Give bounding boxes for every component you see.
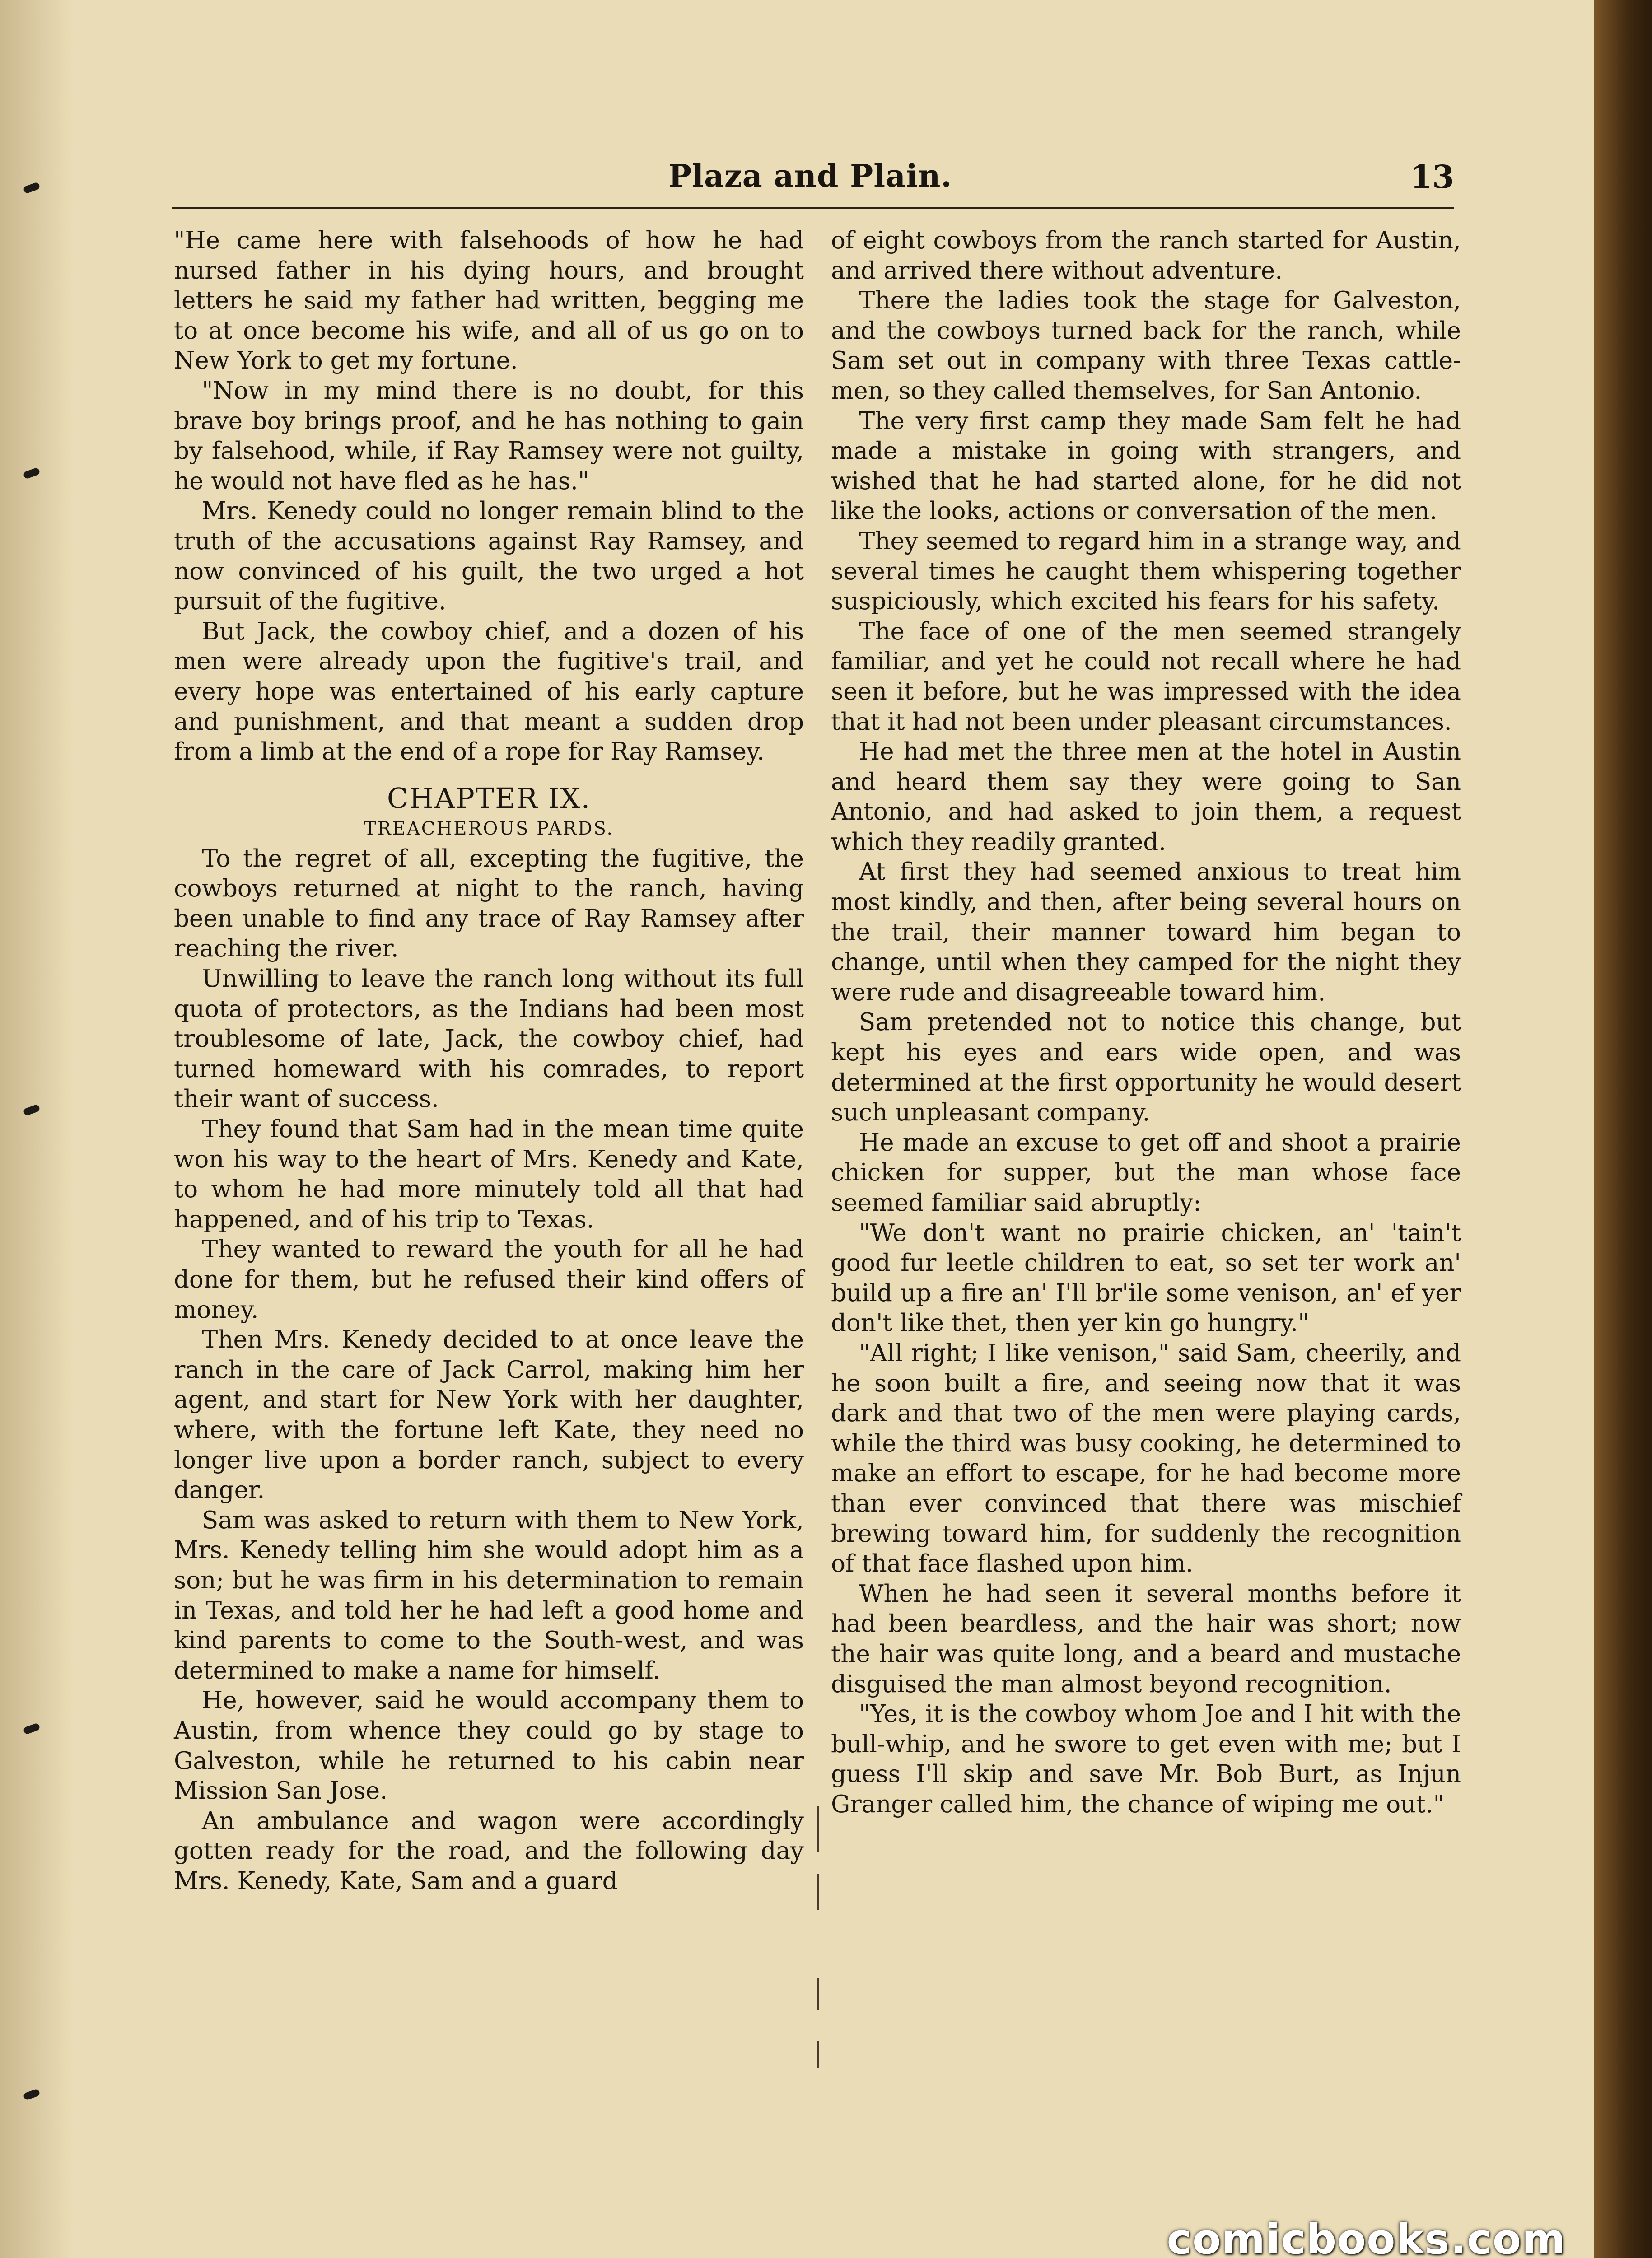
binding-stitch	[23, 467, 40, 479]
column-divider	[817, 1874, 819, 1910]
paragraph: He made an excuse to get off and shoot a prairie chicken for supper, but the man whose face seemed familiar said abruptly:	[831, 1129, 1461, 1217]
paragraph: At first they had seemed anxious to treat him most kindly, and then, after being several hours on the trail, their manner toward him began to change, until when they camped for the night they were rude and disagreeable toward him.	[831, 858, 1461, 1006]
binding-stitch	[23, 182, 40, 194]
binding-stitch	[23, 1722, 40, 1735]
paragraph: But Jack, the cowboy chief, and a dozen of his men were already upon the fugitive's trail, and every hope was entertained of his early capture and punishment, and that meant a sudden drop from a limb at the end of a rope for Ray Ramsey.	[174, 617, 804, 766]
paragraph: Then Mrs. Kenedy decided to at once leave the ranch in the care of Jack Carrol, making him her agent, and start for New York with her daughter, where, with the fortune left Kate, they need no longer live upon a border ranch, subject to every danger.	[174, 1326, 804, 1504]
paragraph: They wanted to reward the youth for all he had done for them, but he refused their kind offers of money.	[174, 1236, 804, 1324]
binding-edge	[1594, 0, 1652, 2258]
paragraph: "We don't want no prairie chicken, an' 'tain't good fur leetle children to eat, so set ter work an' build up a fire an' I'll br'ile some venison, an' ef yer don't like thet, then yer kin go hungry."	[831, 1219, 1461, 1337]
paragraph: An ambulance and wagon were accordingly gotten ready for the road, and the following day Mrs. Kenedy, Kate, Sam and a guard	[174, 1807, 804, 1895]
chapter-subtitle: TREACHEROUS PARDS.	[364, 818, 614, 839]
column-divider	[817, 1978, 819, 2010]
paragraph: Sam was asked to return with them to New York, Mrs. Kenedy telling him she would adopt him as a son; but he was firm in his determination to remain in Texas, and told her he had left a good home and kind parents to come to the South-west, and was determined to make a name for himself.	[174, 1506, 804, 1684]
paragraph: Sam pretended not to notice this change, but kept his eyes and ears wide open, and was determined at the first opportunity he would desert such unpleasant company.	[831, 1008, 1461, 1127]
column-divider	[817, 1806, 819, 1852]
paragraph: They seemed to regard him in a strange way, and several times he caught them whispering together suspiciously, which excited his fears for his safety.	[831, 527, 1461, 616]
column-divider	[817, 2041, 819, 2068]
page-number: 13	[1410, 158, 1454, 196]
paragraph: The face of one of the men seemed strangely familiar, and yet he could not recall where he had seen it before, but he was impressed with the idea that it had not been under pleasant circumstances.	[831, 617, 1461, 736]
paragraph: "Yes, it is the cowboy whom Joe and I hit with the bull-whip, and he swore to get even with me; but I guess I'll skip and save Mr. Bob Burt, as Injun Granger called him, the chance of wiping me out."	[831, 1700, 1461, 1818]
header-rule	[172, 207, 1454, 209]
paragraph: "He came here with falsehoods of how he had nursed father in his dying hours, and brought letters he said my father had written, begging me to at once become his wife, and all of us go on to New York to get my fortune.	[174, 227, 804, 375]
watermark-text: comicbooks.com	[1167, 2215, 1566, 2258]
binding-stitch	[23, 1104, 40, 1116]
left-column	[174, 226, 804, 1896]
paragraph: When he had seen it several months before it had been beardless, and the hair was short; now the hair was quite long, and a beard and mustache disguised the man almost beyond recognition.	[831, 1580, 1461, 1698]
paragraph: He had met the three men at the hotel in Austin and heard them say they were going to San Antonio, and had asked to join them, a request which they readily granted.	[831, 738, 1461, 856]
chapter-title: CHAPTER IX.	[387, 781, 591, 815]
paragraph: He, however, said he would accompany them to Austin, from whence they could go by stage to Galveston, while he returned to his cabin near Mission San Jose.	[174, 1687, 804, 1805]
paragraph: "All right; I like venison," said Sam, cheerily, and he soon built a fire, and seeing now that it was dark and that two of the men were playing cards, while the third was busy cooking, he determined to make an effort to escape, for he had become more than ever convinced that there was mischief brewing toward him, for suddenly the recognition of that face flashed upon him.	[831, 1339, 1461, 1578]
running-title: Plaza and Plain.	[668, 158, 952, 194]
paragraph: To the regret of all, excepting the fugitive, the cowboys returned at night to the ranch, having been unable to find any trace of Ray Ramsey after reaching the river.	[174, 844, 804, 963]
paragraph: Unwilling to leave the ranch long without its full quota of protectors, as the Indians had been most troublesome of late, Jack, the cowboy chief, had turned homeward with his comrades, to report their want of success.	[174, 965, 804, 1113]
page-header	[172, 158, 1454, 199]
right-column	[831, 226, 1461, 1819]
paragraph: Mrs. Kenedy could no longer remain blind to the truth of the accusations against Ray Ramsey, and now convinced of his guilt, the two urged a hot pursuit of the fugitive.	[174, 497, 804, 616]
paragraph: They found that Sam had in the mean time quite won his way to the heart of Mrs. Kenedy and Kate, to whom he had more minutely told all that had happened, and of his trip to Texas.	[174, 1115, 804, 1233]
paragraph: There the ladies took the stage for Galveston, and the cowboys turned back for the ranch, while Sam set out in company with three Texas cattle-men, so they called themselves, for San Antonio.	[831, 287, 1461, 405]
paragraph: of eight cowboys from the ranch started for Austin, and arrived there without adventure.	[831, 227, 1461, 285]
paragraph: "Now in my mind there is no doubt, for this brave boy brings proof, and he has nothing to gain by falsehood, while, if Ray Ramsey were not guilty, he would not have fled as he has."	[174, 377, 804, 495]
binding-stitch	[23, 2088, 40, 2100]
paragraph: The very first camp they made Sam felt he had made a mistake in going with strangers, and wished that he had started alone, for he did not like the looks, actions or conversation of the men.	[831, 407, 1461, 525]
